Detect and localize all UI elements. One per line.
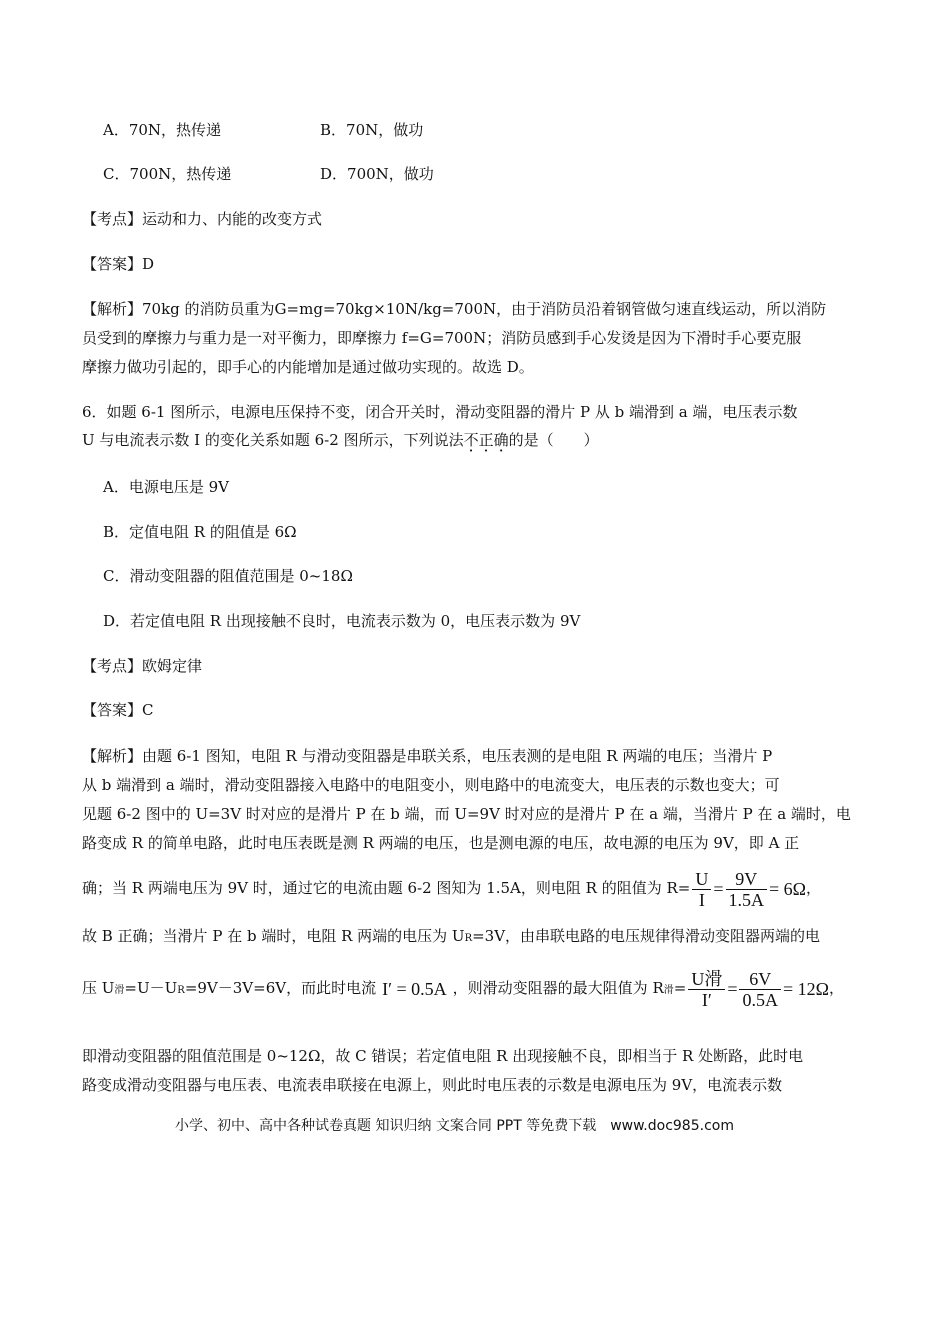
- fraction-u-slide-over-i-prime: $\frac{\text{U滑}}{I'}$: [688, 969, 725, 1010]
- question-stem: 6．如题 6-1 图所示，电源电压保持不变，闭合开关时，滑动变阻器的滑片 P 从 b 端滑到 a 端，电压表示数: [82, 403, 798, 421]
- analysis-text: 【解析】由题 6-1 图知，电阻 R 与滑动变阻器是串联关系，电压表测的是电阻 R 两端的电压；当滑片 P: [82, 747, 773, 765]
- option-b: B．定值电阻 R 的阻值是 6Ω: [103, 523, 297, 541]
- emphasis-char: 不: [463, 431, 479, 449]
- option-a: A．电源电压是 9V: [103, 478, 229, 496]
- option-c: C．滑动变阻器的阻值范围是 0~18Ω: [103, 567, 353, 585]
- analysis-formula-line: 压 U滑=U－UR=9V－3V=6V，而此时电流 I′ = 0.5A ，则滑动变阻器的最大阻值为 R滑= $\frac{\text{U滑}}{I'}$ = $\frac{6V}{0.5A}$ = 12Ω，: [82, 968, 845, 1010]
- analysis-text: 【解析】70kg 的消防员重为G=mg=70kg×10N/kg=700N，由于消防员沿着钢管做匀速直线运动，所以消防: [82, 300, 827, 318]
- emphasis-char: 正: [478, 431, 494, 449]
- option-b: B．70N，做功: [320, 121, 424, 139]
- analysis-text: 即滑动变阻器的阻值范围是 0~12Ω，故 C 错误；若定值电阻 R 出现接触不良，即相当于 R 处断路，此时电: [82, 1047, 804, 1065]
- option-d: D．700N，做功: [320, 165, 434, 183]
- option-c: C．700N，热传递: [103, 165, 232, 183]
- analysis-text: 摩擦力做功引起的，即手心的内能增加是通过做功实现的。故选 D。: [82, 358, 534, 376]
- option-d: D．若定值电阻 R 出现接触不良时，电流表示数为 0，电压表示数为 9V: [103, 612, 581, 630]
- page-footer: 小学、初中、高中各种试卷真题 知识归纳 文案合同 PPT 等免费下载 www.doc985.com: [175, 1118, 734, 1134]
- answer-label: 【答案】D: [82, 255, 155, 273]
- analysis-text: 故 B 正确；当滑片 P 在 b 端时，电阻 R 两端的电压为 UR=3V，由串联电路的电压规律得滑动变阻器两端的电: [82, 927, 821, 945]
- emphasis-char: 确: [493, 431, 509, 449]
- analysis-text: 员受到的摩擦力与重力是一对平衡力，即摩擦力 f=G=700N；消防员感到手心发烫是因为下滑时手心要克服: [82, 329, 802, 347]
- kaodian-label: 【考点】运动和力、内能的改变方式: [82, 210, 323, 228]
- current-equation: I′ = 0.5A: [382, 979, 447, 999]
- analysis-text: 从 b 端滑到 a 端时，滑动变阻器接入电路中的电阻变小，则电路中的电流变大，电压表的示数也变大；可: [82, 776, 780, 794]
- fraction-6v-over-0-5a: $\frac{6V}{0.5A}$: [739, 969, 781, 1010]
- fraction-9v-over-1-5a: $\frac{9V}{1.5A}$: [726, 869, 768, 910]
- stem-text: U 与电流表示数 I 的变化关系如题 6-2 图所示，下列说法: [82, 431, 464, 449]
- answer-label: 【答案】C: [82, 701, 154, 719]
- option-a: A．70N，热传递: [103, 121, 222, 139]
- analysis-formula-line: 确；当 R 两端电压为 9V 时，通过它的电流由题 6-2 图知为 1.5A，则电阻 R 的阻值为 R= $\frac{U}{I}$ = $\frac{9V}{1.5A}$ = 6Ω，: [82, 868, 822, 910]
- kaodian-label: 【考点】欧姆定律: [82, 657, 203, 675]
- analysis-text: 路变成滑动变阻器与电压表、电流表串联接在电源上，则此时电压表的示数是电源电压为 9V，电流表示数: [82, 1076, 783, 1094]
- stem-text: 的是（ ）: [508, 431, 599, 449]
- question-stem: [82, 430, 599, 450]
- fraction-u-over-i: $\frac{U}{I}$: [692, 869, 711, 910]
- analysis-text: 见题 6-2 图中的 U=3V 时对应的是滑片 P 在 b 端，而 U=9V 时对应的是滑片 P 在 a 端，当滑片 P 在 a 端时，电: [82, 805, 851, 823]
- analysis-text: 确；当 R 两端电压为 9V 时，通过它的电流由题 6-2 图知为 1.5A，则电阻 R 的阻值为 R=: [82, 879, 691, 897]
- analysis-text: 路变成 R 的简单电路，此时电压表既是测 R 两端的电压，也是测电源的电压，故电源的电压为 9V，即 A 正: [82, 834, 800, 852]
